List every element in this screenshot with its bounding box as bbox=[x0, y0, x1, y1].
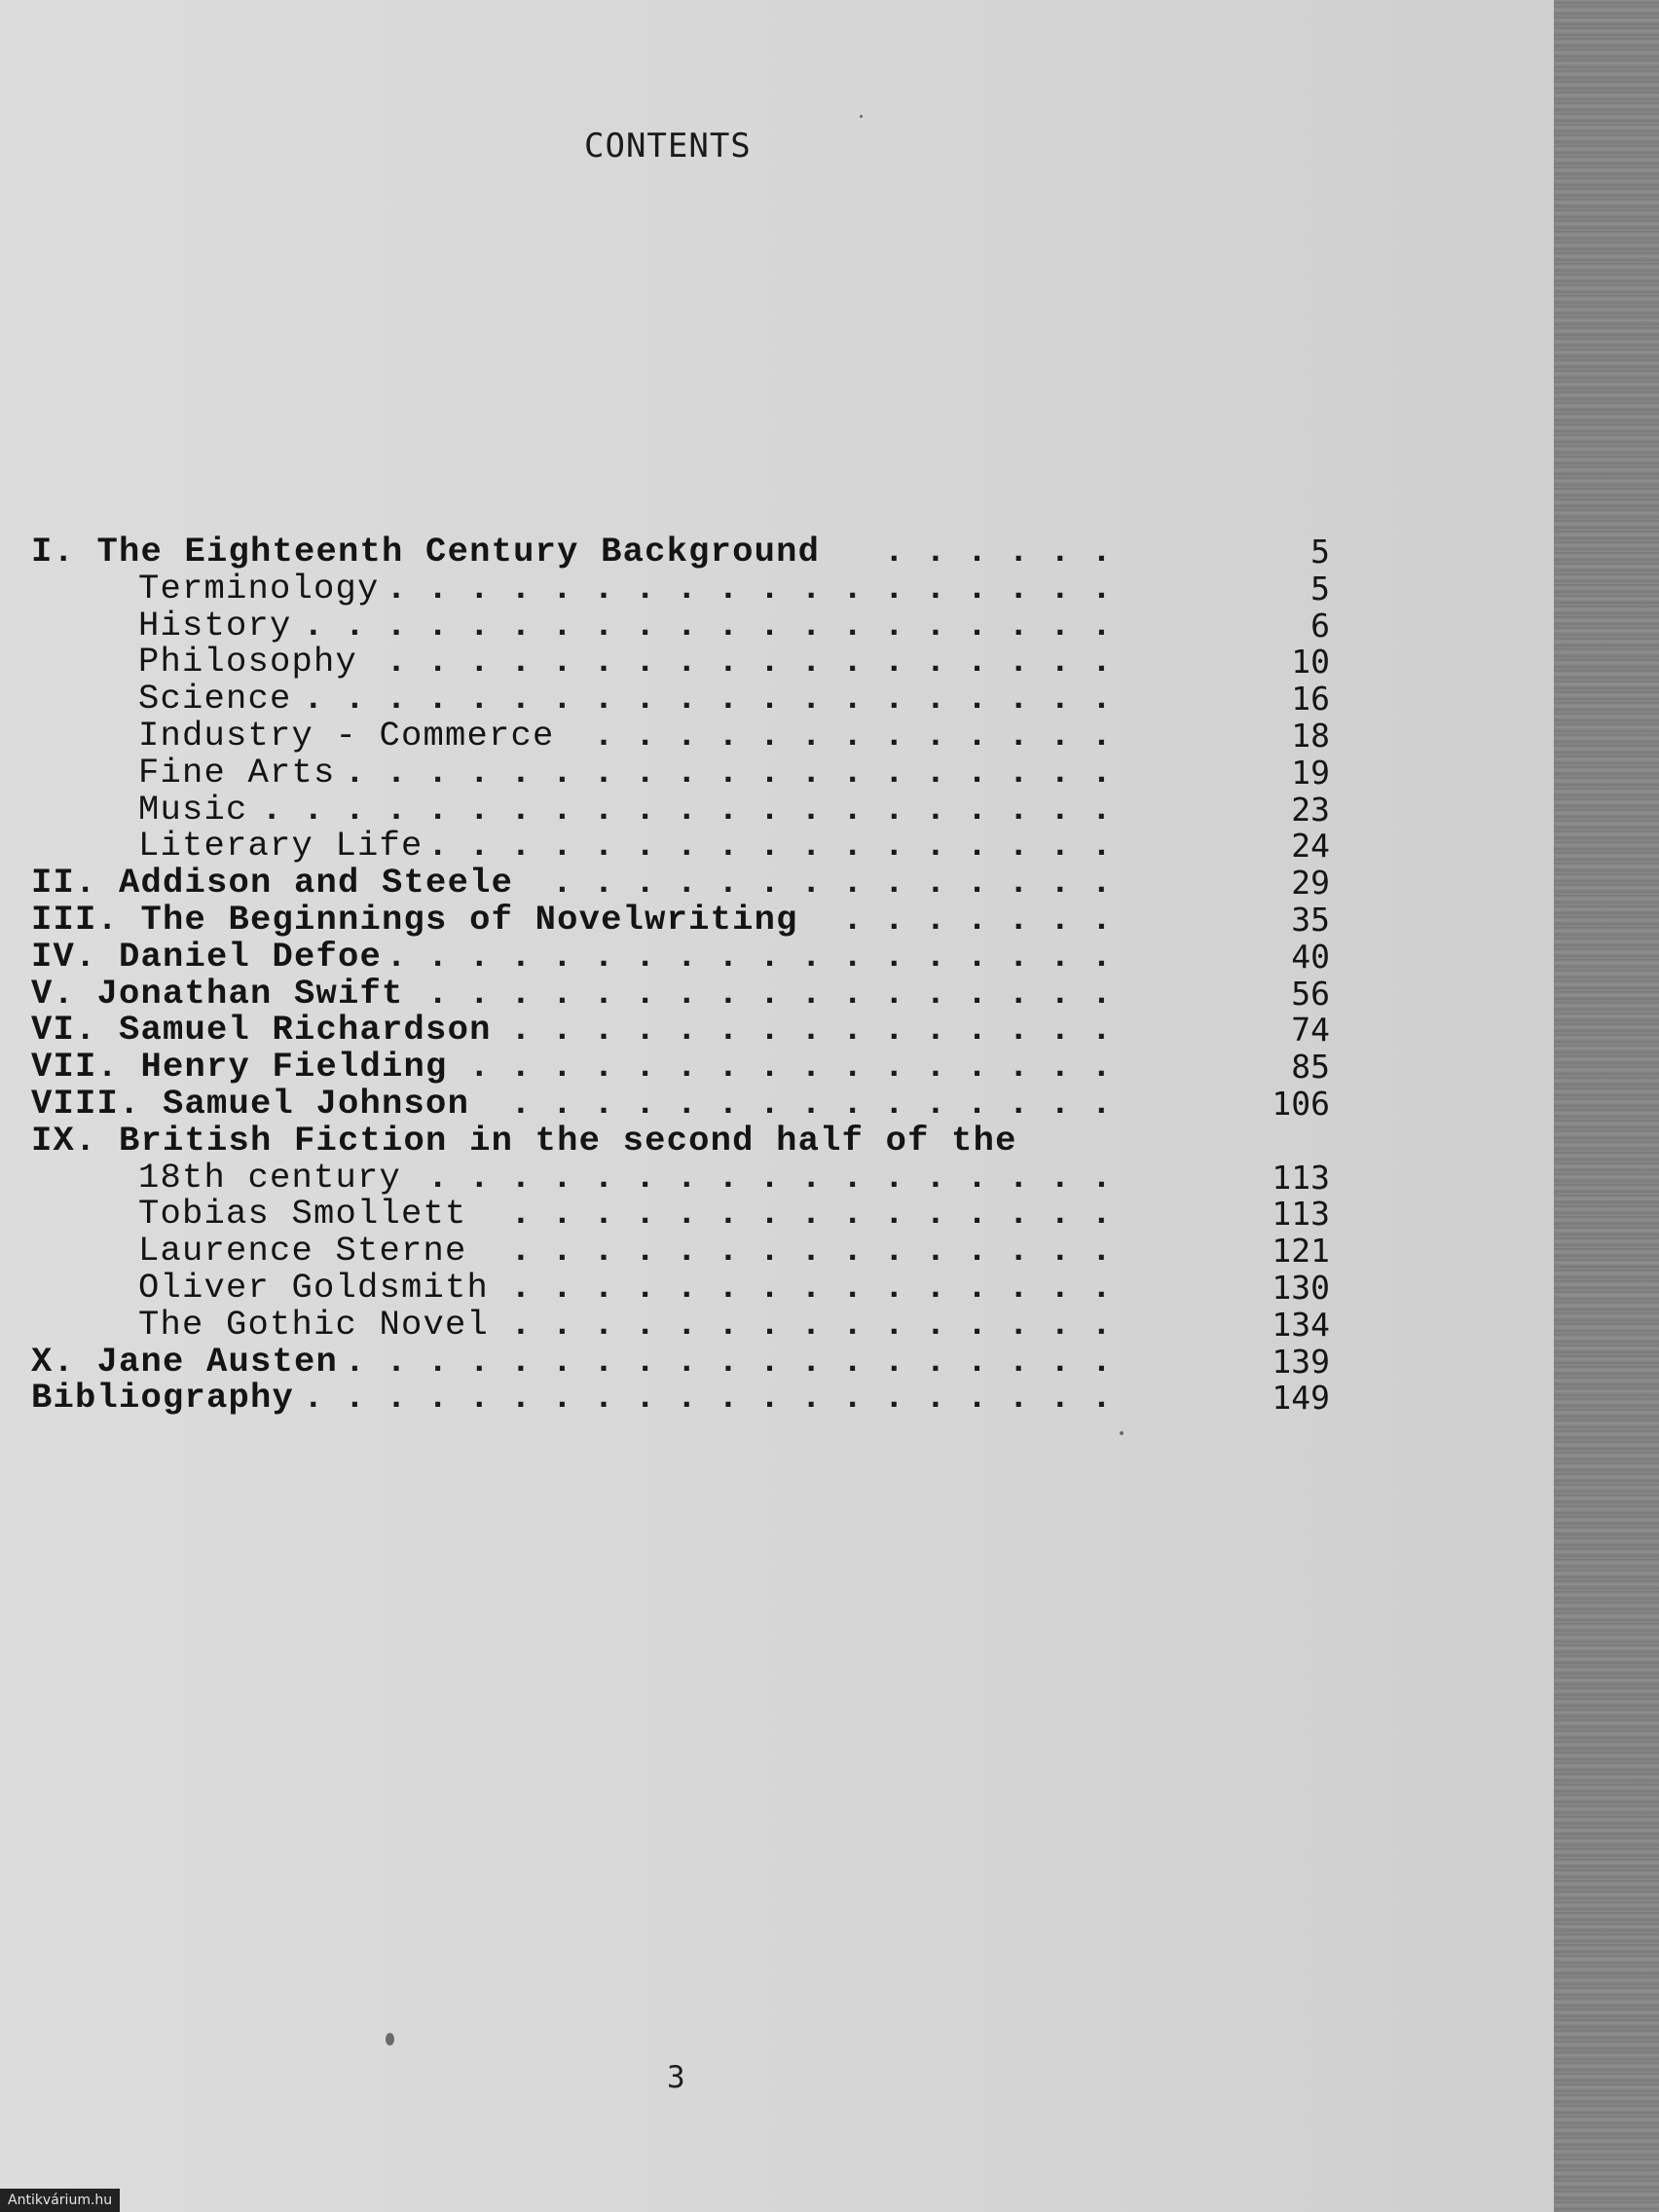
toc-entry-title: I. The Eighteenth Century Background bbox=[31, 532, 821, 571]
toc-row bbox=[31, 1157, 1330, 1198]
toc-leader-dots: . . . . . . . bbox=[842, 899, 1112, 940]
toc-page-number: 85 bbox=[1291, 1048, 1330, 1087]
paper-speck bbox=[386, 2033, 394, 2046]
toc-row bbox=[31, 826, 1330, 866]
toc-page-number: 5 bbox=[1310, 533, 1330, 571]
toc-row bbox=[31, 1047, 1330, 1088]
toc-row bbox=[31, 973, 1330, 1014]
toc-entry-title: Science bbox=[138, 679, 292, 719]
toc-leader-dots: . . . . . . . . . . . . . . . bbox=[510, 1010, 1112, 1051]
toc-entry-title: III. The Beginnings of Novelwriting bbox=[31, 899, 798, 940]
toc-leader-dots: . . . . . . . . . . . . . . . . . . . bbox=[344, 752, 1112, 793]
toc-page-number: 10 bbox=[1291, 643, 1330, 682]
toc-entry-title: IX. British Fiction in the second half of the bbox=[31, 1120, 1017, 1161]
toc-row bbox=[31, 1083, 1330, 1124]
toc-leader-dots: . . . . . . . . . . . . . . . . . bbox=[426, 973, 1112, 1014]
toc-row bbox=[31, 899, 1330, 940]
toc-page-number: 130 bbox=[1272, 1268, 1330, 1307]
toc-entry-title: Philosophy bbox=[138, 642, 358, 682]
toc-entry-title: Industry - Commerce bbox=[138, 715, 555, 756]
toc-page-number: 40 bbox=[1291, 937, 1330, 976]
toc-entry-title: VI. Samuel Richardson bbox=[31, 1010, 492, 1051]
toc-leader-dots: . . . . . . . . . . . . . . . . . . . . . bbox=[261, 789, 1112, 830]
toc-page-number: 74 bbox=[1291, 1011, 1330, 1050]
toc-leader-dots: . . . . . . bbox=[883, 532, 1112, 571]
toc-entry-title: Fine Arts bbox=[138, 752, 336, 793]
toc-row bbox=[31, 789, 1330, 830]
toc-page-number: 56 bbox=[1291, 974, 1330, 1013]
toc-leader-dots: . . . . . . . . . . . . . . . . . . . bbox=[344, 1341, 1112, 1382]
toc-row bbox=[31, 1341, 1330, 1382]
toc-leader-dots: . . . . . . . . . . . . . . bbox=[551, 863, 1112, 903]
toc-leader-dots: . . . . . . . . . . . . . . . bbox=[510, 1267, 1112, 1308]
toc-entry-title: 18th century bbox=[138, 1157, 402, 1198]
toc-page-number: 23 bbox=[1291, 790, 1330, 829]
toc-row bbox=[31, 532, 1330, 571]
toc-leader-dots: . . . . . . . . . . . . . . . . . . . . bbox=[303, 605, 1112, 645]
toc-row bbox=[31, 1304, 1330, 1345]
toc-leader-dots: . . . . . . . . . . . . . . . . . . . . bbox=[303, 1378, 1112, 1419]
toc-row bbox=[31, 863, 1330, 903]
toc-leader-dots: . . . . . . . . . . . . . . . bbox=[510, 1304, 1112, 1345]
toc-entry-title: Music bbox=[138, 789, 248, 830]
toc-leader-dots: . . . . . . . . . . . . . . . bbox=[510, 1194, 1112, 1235]
toc-row bbox=[31, 752, 1330, 793]
toc-page-number: 35 bbox=[1291, 900, 1330, 939]
toc-page-number: 113 bbox=[1272, 1158, 1330, 1197]
toc-leader-dots: . . . . . . . . . . . . . . . bbox=[510, 1083, 1112, 1124]
toc-leader-dots: . . . . . . . . . . . . . . . . . . bbox=[386, 568, 1112, 608]
page-number: 3 bbox=[667, 2060, 685, 2095]
toc-leader-dots: . . . . . . . . . . . . . . . . bbox=[468, 1047, 1112, 1088]
toc-row bbox=[31, 715, 1330, 756]
toc-entry-title: VIII. Samuel Johnson bbox=[31, 1083, 470, 1124]
toc-leader-dots: . . . . . . . . . . . . . . . . . . bbox=[386, 642, 1112, 682]
paper-speck bbox=[1120, 1431, 1124, 1435]
toc-page-number: 24 bbox=[1291, 827, 1330, 866]
toc-page-number: 139 bbox=[1272, 1342, 1330, 1381]
toc-page-number: 106 bbox=[1272, 1084, 1330, 1123]
toc-page-number: 6 bbox=[1310, 606, 1330, 645]
toc-entry-title: Terminology bbox=[138, 568, 380, 608]
toc-entry-title: V. Jonathan Swift bbox=[31, 973, 404, 1014]
toc-row bbox=[31, 1231, 1330, 1272]
paper-edge-background bbox=[1554, 0, 1659, 2212]
toc-entry-title: II. Addison and Steele bbox=[31, 863, 514, 903]
toc-leader-dots: . . . . . . . . . . . . . bbox=[593, 715, 1112, 756]
toc-page-number: 134 bbox=[1272, 1305, 1330, 1344]
toc-entry-title: IV. Daniel Defoe bbox=[31, 936, 383, 977]
toc-row bbox=[31, 605, 1330, 645]
toc-row bbox=[31, 1120, 1316, 1161]
toc-entry-title: Tobias Smollett bbox=[138, 1194, 467, 1235]
toc-leader-dots: . . . . . . . . . . . . . . . . . . bbox=[386, 936, 1112, 977]
toc-entry-title: Laurence Sterne bbox=[138, 1231, 467, 1272]
toc-entry-title: VII. Henry Fielding bbox=[31, 1047, 448, 1088]
toc-entry-title: Bibliography bbox=[31, 1378, 295, 1419]
toc-row bbox=[31, 1378, 1330, 1419]
watermark: Antikvárium.hu bbox=[0, 2189, 120, 2212]
toc-row bbox=[31, 1267, 1330, 1308]
toc-entry-title: Oliver Goldsmith bbox=[138, 1267, 490, 1308]
toc-row bbox=[31, 568, 1330, 608]
toc-entry-title: Literary Life bbox=[138, 826, 424, 866]
toc-page-number: 113 bbox=[1272, 1195, 1330, 1234]
toc-entry-title: The Gothic Novel bbox=[138, 1304, 490, 1345]
toc-leader-dots: . . . . . . . . . . . . . . . . . . . . bbox=[303, 679, 1112, 719]
contents-heading: CONTENTS bbox=[584, 127, 752, 166]
toc-page-number: 121 bbox=[1272, 1232, 1330, 1271]
toc-leader-dots: . . . . . . . . . . . . . . . . . bbox=[426, 1157, 1112, 1198]
toc-row bbox=[31, 679, 1330, 719]
toc-row bbox=[31, 642, 1330, 682]
toc-page-number: 19 bbox=[1291, 753, 1330, 792]
toc-leader-dots: . . . . . . . . . . . . . . . bbox=[510, 1231, 1112, 1272]
toc-entry-title: History bbox=[138, 605, 292, 645]
toc-row bbox=[31, 936, 1330, 977]
table-of-contents bbox=[31, 532, 1330, 1419]
toc-page-number: 18 bbox=[1291, 716, 1330, 755]
toc-page-number: 16 bbox=[1291, 680, 1330, 719]
toc-page-number: 149 bbox=[1272, 1379, 1330, 1418]
toc-row bbox=[31, 1010, 1330, 1051]
toc-page-number: 29 bbox=[1291, 864, 1330, 903]
paper-speck bbox=[860, 115, 863, 118]
toc-row bbox=[31, 1194, 1330, 1235]
toc-entry-title: X. Jane Austen bbox=[31, 1341, 339, 1382]
toc-page-number: 5 bbox=[1310, 569, 1330, 608]
toc-leader-dots: . . . . . . . . . . . . . . . . . bbox=[426, 826, 1112, 866]
